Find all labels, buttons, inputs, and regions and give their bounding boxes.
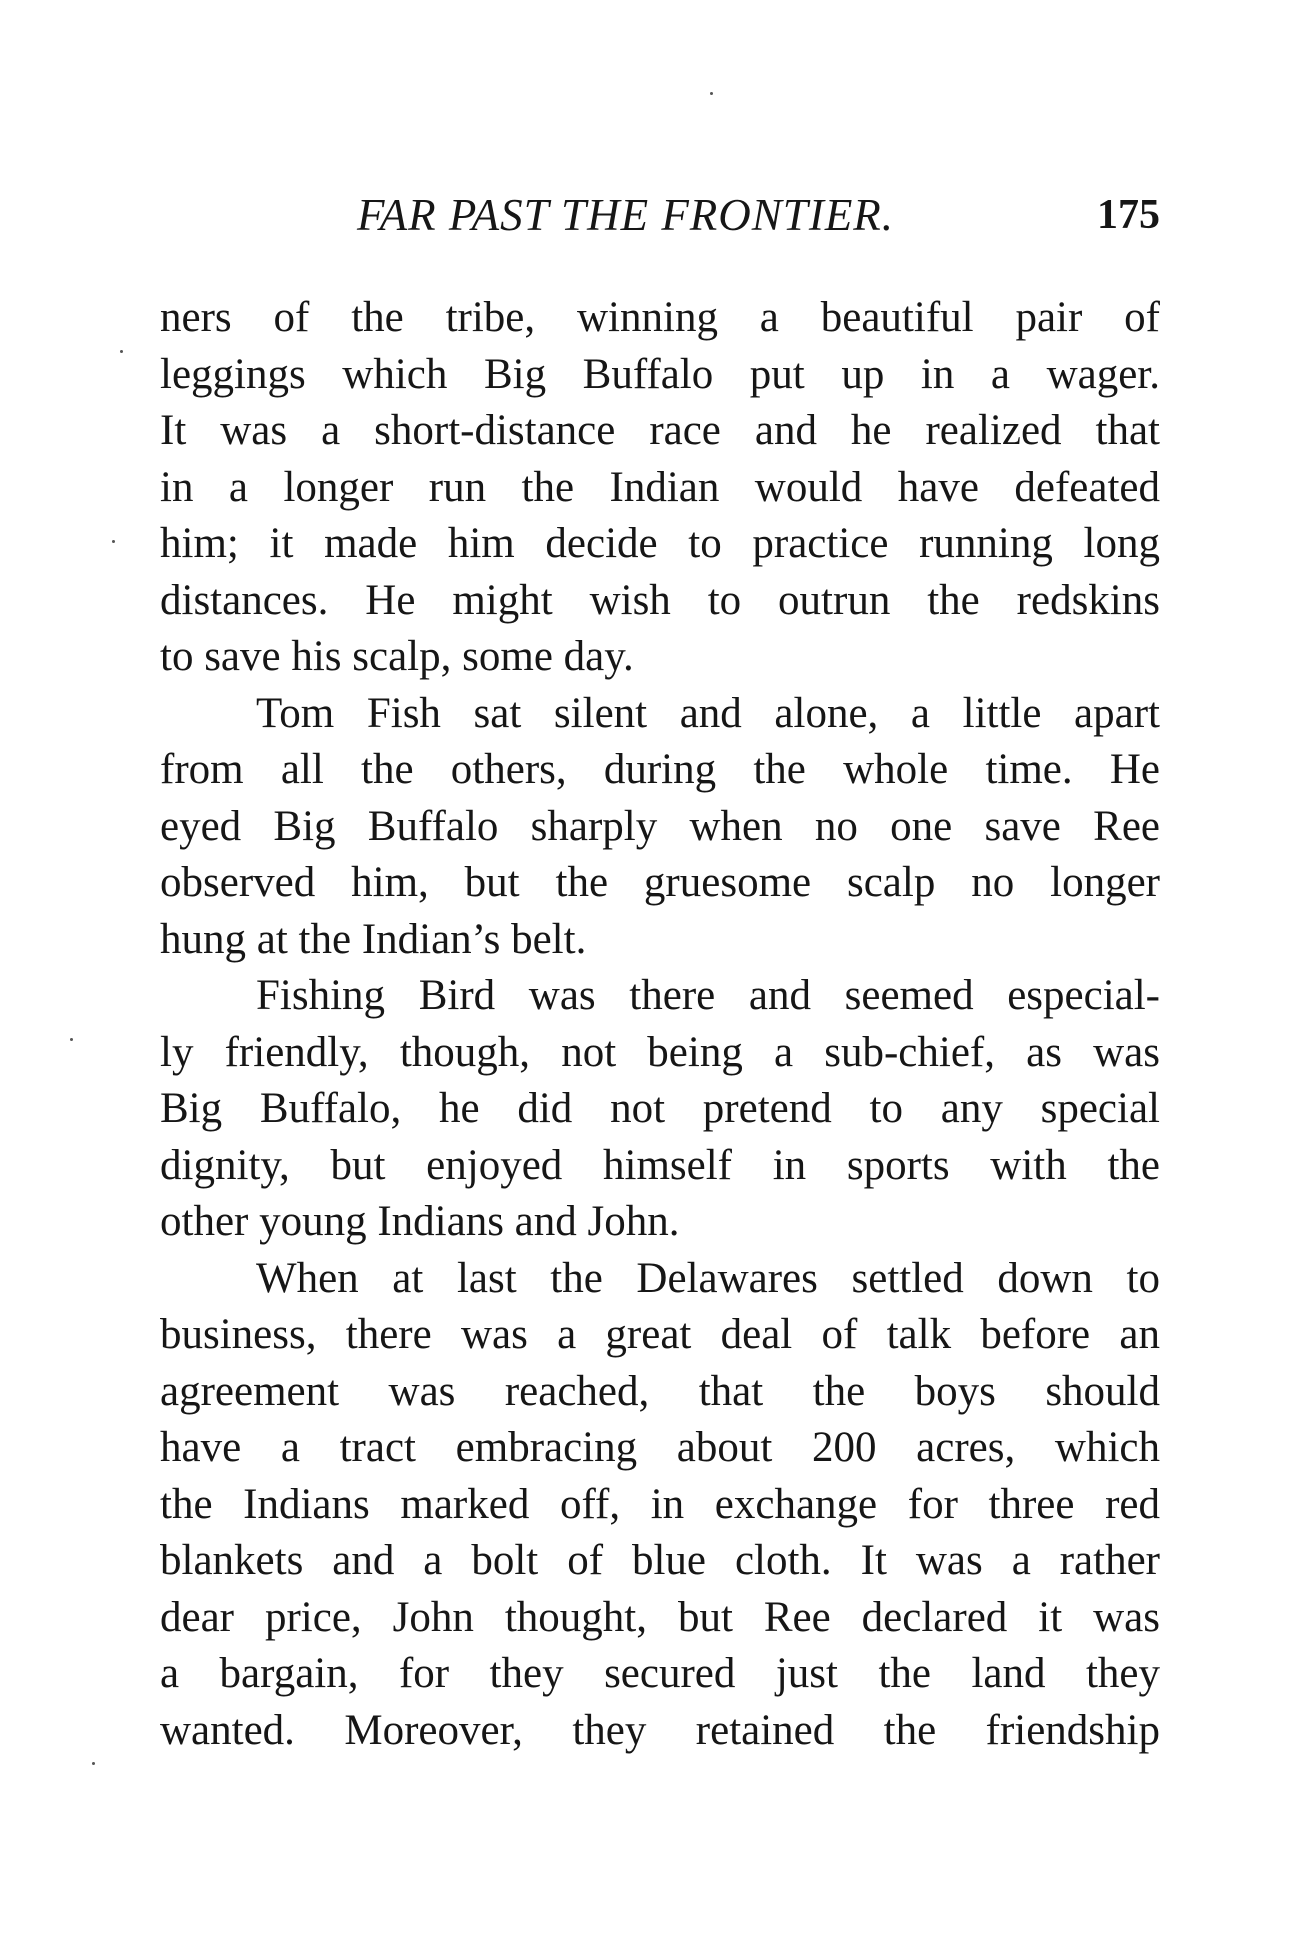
- text-line: a bargain, for they secured just the land they: [160, 1650, 1160, 1697]
- text-line: When at last the Delawares settled down to: [256, 1254, 1160, 1302]
- paper-speck: [70, 1038, 73, 1041]
- text-line: dignity, but enjoyed himself in sports with the: [160, 1141, 1160, 1189]
- running-title: FAR PAST THE FRONTIER.: [357, 190, 895, 240]
- text-line: dear price, John thought, but Ree declared it was: [160, 1593, 1160, 1641]
- text-line: agreement was reached, that the boys should: [160, 1367, 1160, 1415]
- text-line: other young Indians and John.: [160, 1198, 680, 1245]
- paper-speck: [710, 92, 713, 95]
- paper-speck: [120, 350, 123, 353]
- text-line: observed him, but the gruesome scalp no longer: [160, 859, 1160, 906]
- text-line: ly friendly, though, not being a sub-chief, as was: [160, 1028, 1160, 1076]
- page-number: 175: [1097, 192, 1160, 238]
- text-line: distances. He might wish to outrun the redskins: [160, 576, 1160, 624]
- text-line: from all the others, during the whole time. He: [160, 746, 1160, 793]
- text-line: ners of the tribe, winning a beautiful pair of: [160, 294, 1160, 341]
- text-line: Big Buffalo, he did not pretend to any special: [160, 1085, 1160, 1132]
- text-line: leggings which Big Buffalo put up in a wager.: [160, 350, 1160, 398]
- text-line: to save his scalp, some day.: [160, 633, 634, 680]
- text-line: Fishing Bird was there and seemed especial-: [256, 972, 1160, 1019]
- text-line: in a longer run the Indian would have defeated: [160, 463, 1160, 511]
- text-line: wanted. Moreover, they retained the friendship: [160, 1706, 1160, 1754]
- running-head: [160, 190, 1160, 240]
- paper-speck: [92, 1762, 95, 1765]
- text-line: eyed Big Buffalo sharply when no one save Ree: [160, 802, 1160, 850]
- text-line: Tom Fish sat silent and alone, a little apart: [256, 689, 1160, 737]
- body-text: [160, 290, 1160, 1759]
- text-line: It was a short-distance race and he realized that: [160, 407, 1160, 454]
- text-line: the Indians marked off, in exchange for three red: [160, 1480, 1160, 1528]
- text-line: blankets and a bolt of blue cloth. It was a rather: [160, 1537, 1160, 1584]
- text-line: business, there was a great deal of talk before an: [160, 1311, 1160, 1358]
- paper-speck: [112, 540, 115, 543]
- text-line: have a tract embracing about 200 acres, which: [160, 1424, 1160, 1471]
- text-line: hung at the Indian’s belt.: [160, 915, 587, 963]
- text-line: him; it made him decide to practice running long: [160, 520, 1160, 567]
